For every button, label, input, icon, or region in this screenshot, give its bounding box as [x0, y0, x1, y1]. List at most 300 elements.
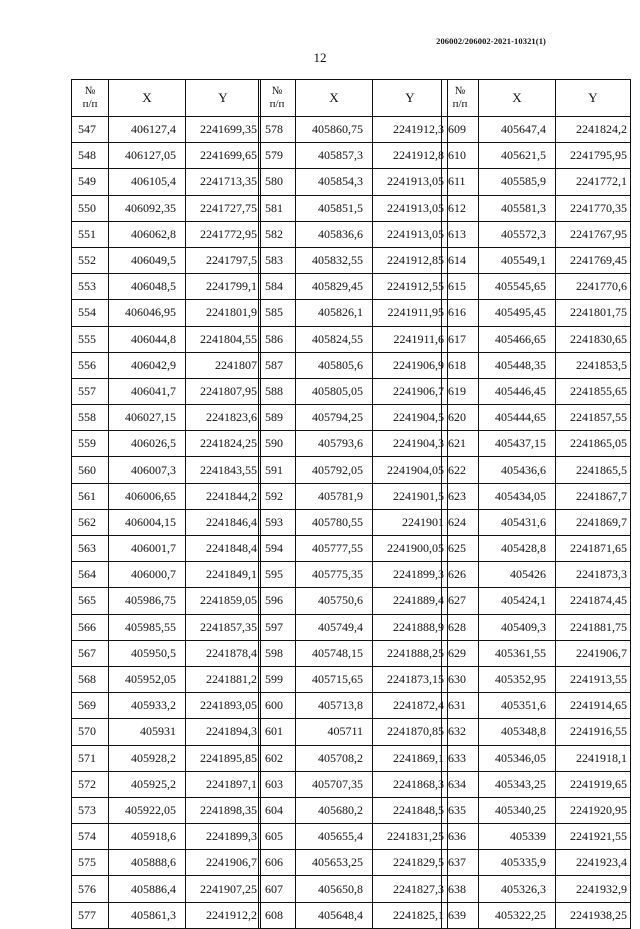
point-number-cell: 620 [442, 405, 479, 431]
y-coordinate-cell: 2241769,45 [556, 247, 631, 273]
table-row [442, 431, 631, 457]
x-coordinate-cell: 406000,7 [109, 562, 186, 588]
y-coordinate-cell: 2241912,55 [373, 274, 448, 300]
point-number-cell: 626 [442, 562, 479, 588]
point-number-cell: 624 [442, 509, 479, 535]
x-coordinate-cell: 406004,15 [109, 509, 186, 535]
column-header-y: Y [556, 80, 631, 117]
document-id: 206002/206002-2021-10321(1) [436, 36, 546, 46]
point-number-cell: 637 [442, 850, 479, 876]
table-row [442, 483, 631, 509]
x-coordinate-cell: 405621,5 [479, 143, 556, 169]
y-coordinate-cell: 2241932,9 [556, 876, 631, 902]
table-row [259, 195, 448, 221]
point-number-cell: 625 [442, 536, 479, 562]
y-coordinate-cell: 2241772,95 [186, 221, 261, 247]
y-coordinate-cell: 2241770,6 [556, 274, 631, 300]
point-number-cell: 628 [442, 614, 479, 640]
table-row [259, 509, 448, 535]
point-number-cell: 619 [442, 378, 479, 404]
table-row [442, 143, 631, 169]
table-row [442, 640, 631, 666]
y-coordinate-cell: 2241899,3 [373, 562, 448, 588]
x-coordinate-cell: 405446,45 [479, 378, 556, 404]
point-number-cell: 597 [259, 614, 296, 640]
x-coordinate-cell: 405326,3 [479, 876, 556, 902]
point-number-cell: 612 [442, 195, 479, 221]
x-coordinate-cell: 405861,3 [109, 902, 186, 928]
point-number-cell: 572 [72, 771, 109, 797]
column-header-number: № п/п [259, 80, 296, 117]
table-row [259, 483, 448, 509]
table-row [442, 509, 631, 535]
y-coordinate-cell: 2241848,4 [186, 536, 261, 562]
x-coordinate-cell: 405424,1 [479, 588, 556, 614]
point-number-cell: 570 [72, 719, 109, 745]
x-coordinate-cell: 405715,65 [296, 666, 373, 692]
x-coordinate-cell: 405648,4 [296, 902, 373, 928]
x-coordinate-cell: 405653,25 [296, 850, 373, 876]
table-row [72, 509, 261, 535]
y-coordinate-cell: 2241913,05 [373, 221, 448, 247]
point-number-cell: 585 [259, 300, 296, 326]
y-coordinate-cell: 2241893,05 [186, 693, 261, 719]
x-coordinate-cell: 405647,4 [479, 117, 556, 143]
table-row [442, 195, 631, 221]
table-row [442, 771, 631, 797]
y-coordinate-cell: 2241888,9 [373, 614, 448, 640]
table-row [442, 378, 631, 404]
table-row [442, 588, 631, 614]
y-coordinate-cell: 2241912,2 [186, 902, 261, 928]
point-number-cell: 577 [72, 902, 109, 928]
point-number-cell: 582 [259, 221, 296, 247]
coordinates-table-3 [441, 79, 631, 929]
point-number-cell: 604 [259, 797, 296, 823]
point-number-cell: 606 [259, 850, 296, 876]
x-coordinate-cell: 406006,65 [109, 483, 186, 509]
point-number-cell: 623 [442, 483, 479, 509]
table-row [259, 771, 448, 797]
table-row [259, 562, 448, 588]
table-row [72, 745, 261, 771]
x-coordinate-cell: 405434,05 [479, 483, 556, 509]
table-row [259, 745, 448, 771]
table-row [442, 352, 631, 378]
table-row [72, 195, 261, 221]
x-coordinate-cell: 405886,4 [109, 876, 186, 902]
table-row [442, 693, 631, 719]
table-row [442, 300, 631, 326]
x-coordinate-cell: 405918,6 [109, 824, 186, 850]
y-coordinate-cell: 2241899,3 [186, 824, 261, 850]
table-row [442, 274, 631, 300]
y-coordinate-cell: 2241829,5 [373, 850, 448, 876]
point-number-cell: 596 [259, 588, 296, 614]
x-coordinate-cell: 405707,35 [296, 771, 373, 797]
point-number-cell: 598 [259, 640, 296, 666]
point-number-cell: 630 [442, 666, 479, 692]
point-number-cell: 558 [72, 405, 109, 431]
y-coordinate-cell: 2241804,55 [186, 326, 261, 352]
table-row [72, 274, 261, 300]
y-coordinate-cell: 2241727,75 [186, 195, 261, 221]
y-coordinate-cell: 2241898,35 [186, 797, 261, 823]
x-coordinate-cell: 405780,55 [296, 509, 373, 535]
x-coordinate-cell: 405775,35 [296, 562, 373, 588]
y-coordinate-cell: 2241878,4 [186, 640, 261, 666]
y-coordinate-cell: 2241904,05 [373, 457, 448, 483]
y-coordinate-cell: 2241919,65 [556, 771, 631, 797]
table-row [72, 562, 261, 588]
y-coordinate-cell: 2241846,4 [186, 509, 261, 535]
x-coordinate-cell: 405805,6 [296, 352, 373, 378]
point-number-cell: 614 [442, 247, 479, 273]
point-number-cell: 576 [72, 876, 109, 902]
x-coordinate-cell: 405431,6 [479, 509, 556, 535]
x-coordinate-cell: 405708,2 [296, 745, 373, 771]
x-coordinate-cell: 405793,6 [296, 431, 373, 457]
x-coordinate-cell: 405428,8 [479, 536, 556, 562]
y-coordinate-cell: 2241713,35 [186, 169, 261, 195]
x-coordinate-cell: 405436,6 [479, 457, 556, 483]
point-number-cell: 550 [72, 195, 109, 221]
point-number-cell: 632 [442, 719, 479, 745]
table-row [259, 326, 448, 352]
page-number: 12 [313, 50, 327, 65]
y-coordinate-cell: 2241797,5 [186, 247, 261, 273]
point-number-cell: 601 [259, 719, 296, 745]
x-coordinate-cell: 406048,5 [109, 274, 186, 300]
x-coordinate-cell: 405680,2 [296, 797, 373, 823]
y-coordinate-cell: 2241881,2 [186, 666, 261, 692]
point-number-cell: 617 [442, 326, 479, 352]
x-coordinate-cell: 405781,9 [296, 483, 373, 509]
point-number-cell: 567 [72, 640, 109, 666]
point-number-cell: 573 [72, 797, 109, 823]
table-row [259, 797, 448, 823]
table-row [259, 221, 448, 247]
point-number-cell: 574 [72, 824, 109, 850]
y-coordinate-cell: 2241912,8 [373, 143, 448, 169]
point-number-cell: 621 [442, 431, 479, 457]
table-header-row [72, 80, 261, 117]
point-number-cell: 581 [259, 195, 296, 221]
point-number-cell: 595 [259, 562, 296, 588]
table-row [72, 719, 261, 745]
y-coordinate-cell: 2241914,65 [556, 693, 631, 719]
x-coordinate-cell: 406046,95 [109, 300, 186, 326]
x-coordinate-cell: 405343,25 [479, 771, 556, 797]
column-header-number: № п/п [442, 80, 479, 117]
point-number-cell: 631 [442, 693, 479, 719]
point-number-cell: 592 [259, 483, 296, 509]
table-row [259, 588, 448, 614]
table-row [72, 352, 261, 378]
y-coordinate-cell: 2241871,65 [556, 536, 631, 562]
point-number-cell: 566 [72, 614, 109, 640]
table-row [442, 326, 631, 352]
point-number-cell: 551 [72, 221, 109, 247]
x-coordinate-cell: 405792,05 [296, 457, 373, 483]
y-coordinate-cell: 2241867,7 [556, 483, 631, 509]
x-coordinate-cell: 405466,65 [479, 326, 556, 352]
y-coordinate-cell: 2241865,05 [556, 431, 631, 457]
x-coordinate-cell: 406001,7 [109, 536, 186, 562]
y-coordinate-cell: 2241906,7 [186, 850, 261, 876]
point-number-cell: 583 [259, 247, 296, 273]
point-number-cell: 611 [442, 169, 479, 195]
table-row [72, 457, 261, 483]
x-coordinate-cell: 405585,9 [479, 169, 556, 195]
y-coordinate-cell: 2241938,25 [556, 902, 631, 928]
x-coordinate-cell: 405851,5 [296, 195, 373, 221]
point-number-cell: 591 [259, 457, 296, 483]
table-row [442, 457, 631, 483]
table-row [259, 405, 448, 431]
table-row [442, 666, 631, 692]
y-coordinate-cell: 2241906,7 [556, 640, 631, 666]
y-coordinate-cell: 2241911,95 [373, 300, 448, 326]
point-number-cell: 557 [72, 378, 109, 404]
table-row [72, 797, 261, 823]
x-coordinate-cell: 405650,8 [296, 876, 373, 902]
point-number-cell: 571 [72, 745, 109, 771]
table-row [72, 536, 261, 562]
table-row [72, 614, 261, 640]
table-row [442, 745, 631, 771]
y-coordinate-cell: 2241881,75 [556, 614, 631, 640]
y-coordinate-cell: 2241857,55 [556, 405, 631, 431]
x-coordinate-cell: 406041,7 [109, 378, 186, 404]
point-number-cell: 586 [259, 326, 296, 352]
point-number-cell: 613 [442, 221, 479, 247]
point-number-cell: 578 [259, 117, 296, 143]
x-coordinate-cell: 405335,9 [479, 850, 556, 876]
y-coordinate-cell: 2241912,3 [373, 117, 448, 143]
y-coordinate-cell: 2241894,3 [186, 719, 261, 745]
table-row [259, 117, 448, 143]
y-coordinate-cell: 2241904,3 [373, 431, 448, 457]
point-number-cell: 615 [442, 274, 479, 300]
table-row [72, 169, 261, 195]
y-coordinate-cell: 2241906,7 [373, 378, 448, 404]
x-coordinate-cell: 405655,4 [296, 824, 373, 850]
x-coordinate-cell: 405854,3 [296, 169, 373, 195]
y-coordinate-cell: 2241824,25 [186, 431, 261, 457]
point-number-cell: 563 [72, 536, 109, 562]
table-row [259, 614, 448, 640]
x-coordinate-cell: 405495,45 [479, 300, 556, 326]
point-number-cell: 556 [72, 352, 109, 378]
x-coordinate-cell: 406044,8 [109, 326, 186, 352]
x-coordinate-cell: 406092,35 [109, 195, 186, 221]
point-number-cell: 607 [259, 876, 296, 902]
y-coordinate-cell: 2241873,3 [556, 562, 631, 588]
y-coordinate-cell: 2241848,5 [373, 797, 448, 823]
y-coordinate-cell: 2241901,5 [373, 483, 448, 509]
table-row [442, 562, 631, 588]
y-coordinate-cell: 2241869,7 [556, 509, 631, 535]
y-coordinate-cell: 2241918,1 [556, 745, 631, 771]
table-row [72, 693, 261, 719]
point-number-cell: 634 [442, 771, 479, 797]
x-coordinate-cell: 405824,55 [296, 326, 373, 352]
column-header-x: X [109, 80, 186, 117]
y-coordinate-cell: 2241869,1 [373, 745, 448, 771]
point-number-cell: 575 [72, 850, 109, 876]
x-coordinate-cell: 405826,1 [296, 300, 373, 326]
point-number-cell: 629 [442, 640, 479, 666]
point-number-cell: 559 [72, 431, 109, 457]
y-coordinate-cell: 2241865,5 [556, 457, 631, 483]
point-number-cell: 594 [259, 536, 296, 562]
y-coordinate-cell: 2241825,1 [373, 902, 448, 928]
y-coordinate-cell: 2241801,75 [556, 300, 631, 326]
table-row [442, 902, 631, 928]
y-coordinate-cell: 2241901 [373, 509, 448, 535]
point-number-cell: 616 [442, 300, 479, 326]
x-coordinate-cell: 405805,05 [296, 378, 373, 404]
point-number-cell: 579 [259, 143, 296, 169]
y-coordinate-cell: 2241795,95 [556, 143, 631, 169]
table-row [442, 824, 631, 850]
x-coordinate-cell: 405352,95 [479, 666, 556, 692]
x-coordinate-cell: 405448,35 [479, 352, 556, 378]
x-coordinate-cell: 405549,1 [479, 247, 556, 273]
y-coordinate-cell: 2241906,9 [373, 352, 448, 378]
x-coordinate-cell: 405777,55 [296, 536, 373, 562]
x-coordinate-cell: 405748,15 [296, 640, 373, 666]
y-coordinate-cell: 2241859,05 [186, 588, 261, 614]
point-number-cell: 561 [72, 483, 109, 509]
x-coordinate-cell: 405922,05 [109, 797, 186, 823]
y-coordinate-cell: 2241770,35 [556, 195, 631, 221]
table-row [259, 824, 448, 850]
x-coordinate-cell: 406127,4 [109, 117, 186, 143]
table-row [259, 536, 448, 562]
table-row [259, 300, 448, 326]
point-number-cell: 584 [259, 274, 296, 300]
point-number-cell: 560 [72, 457, 109, 483]
point-number-cell: 599 [259, 666, 296, 692]
x-coordinate-cell: 405928,2 [109, 745, 186, 771]
x-coordinate-cell: 405750,6 [296, 588, 373, 614]
point-number-cell: 610 [442, 143, 479, 169]
table-row [259, 274, 448, 300]
point-number-cell: 638 [442, 876, 479, 902]
x-coordinate-cell: 405950,5 [109, 640, 186, 666]
table-row [259, 719, 448, 745]
point-number-cell: 633 [442, 745, 479, 771]
x-coordinate-cell: 406026,5 [109, 431, 186, 457]
y-coordinate-cell: 2241912,85 [373, 247, 448, 273]
table-row [442, 614, 631, 640]
x-coordinate-cell: 405794,25 [296, 405, 373, 431]
point-number-cell: 548 [72, 143, 109, 169]
y-coordinate-cell: 2241913,05 [373, 169, 448, 195]
x-coordinate-cell: 405952,05 [109, 666, 186, 692]
table-row [72, 483, 261, 509]
y-coordinate-cell: 2241921,55 [556, 824, 631, 850]
x-coordinate-cell: 405836,6 [296, 221, 373, 247]
x-coordinate-cell: 405925,2 [109, 771, 186, 797]
y-coordinate-cell: 2241855,65 [556, 378, 631, 404]
point-number-cell: 618 [442, 352, 479, 378]
table-row [442, 850, 631, 876]
table-row [72, 876, 261, 902]
table-row [442, 405, 631, 431]
column-header-x: X [479, 80, 556, 117]
y-coordinate-cell: 2241823,6 [186, 405, 261, 431]
x-coordinate-cell: 405322,25 [479, 902, 556, 928]
point-number-cell: 590 [259, 431, 296, 457]
column-header-y: Y [373, 80, 448, 117]
x-coordinate-cell: 405351,6 [479, 693, 556, 719]
x-coordinate-cell: 405860,75 [296, 117, 373, 143]
x-coordinate-cell: 405545,65 [479, 274, 556, 300]
y-coordinate-cell: 2241923,4 [556, 850, 631, 876]
point-number-cell: 564 [72, 562, 109, 588]
table-row [259, 640, 448, 666]
point-number-cell: 547 [72, 117, 109, 143]
coordinates-table-1 [71, 79, 261, 929]
point-number-cell: 569 [72, 693, 109, 719]
table-header-row [442, 80, 631, 117]
table-row [259, 431, 448, 457]
x-coordinate-cell: 405409,3 [479, 614, 556, 640]
x-coordinate-cell: 405713,8 [296, 693, 373, 719]
y-coordinate-cell: 2241916,55 [556, 719, 631, 745]
x-coordinate-cell: 405711 [296, 719, 373, 745]
y-coordinate-cell: 2241830,65 [556, 326, 631, 352]
y-coordinate-cell: 2241699,65 [186, 143, 261, 169]
point-number-cell: 602 [259, 745, 296, 771]
x-coordinate-cell: 406105,4 [109, 169, 186, 195]
point-number-cell: 622 [442, 457, 479, 483]
y-coordinate-cell: 2241888,25 [373, 640, 448, 666]
point-number-cell: 627 [442, 588, 479, 614]
point-number-cell: 553 [72, 274, 109, 300]
x-coordinate-cell: 405888,6 [109, 850, 186, 876]
point-number-cell: 562 [72, 509, 109, 535]
point-number-cell: 603 [259, 771, 296, 797]
x-coordinate-cell: 405339 [479, 824, 556, 850]
y-coordinate-cell: 2241799,1 [186, 274, 261, 300]
table-row [72, 588, 261, 614]
table-row [259, 143, 448, 169]
table-row [442, 247, 631, 273]
x-coordinate-cell: 405857,3 [296, 143, 373, 169]
y-coordinate-cell: 2241853,5 [556, 352, 631, 378]
y-coordinate-cell: 2241873,15 [373, 666, 448, 692]
table-row [259, 693, 448, 719]
x-coordinate-cell: 406027,15 [109, 405, 186, 431]
y-coordinate-cell: 2241827,3 [373, 876, 448, 902]
x-coordinate-cell: 405986,75 [109, 588, 186, 614]
point-number-cell: 608 [259, 902, 296, 928]
x-coordinate-cell: 405829,45 [296, 274, 373, 300]
table-row [72, 378, 261, 404]
point-number-cell: 587 [259, 352, 296, 378]
y-coordinate-cell: 2241904,5 [373, 405, 448, 431]
y-coordinate-cell: 2241870,85 [373, 719, 448, 745]
x-coordinate-cell: 405581,3 [479, 195, 556, 221]
table-row [259, 457, 448, 483]
table-row [259, 378, 448, 404]
x-coordinate-cell: 405985,55 [109, 614, 186, 640]
y-coordinate-cell: 2241897,1 [186, 771, 261, 797]
